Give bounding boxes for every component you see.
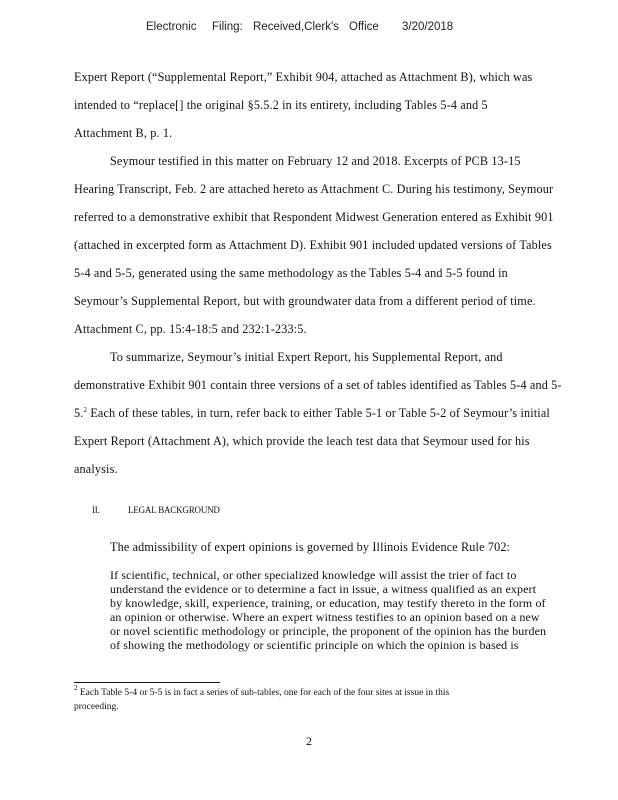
- body-line: Attachment B, p. 1.: [74, 126, 173, 140]
- body-line: demonstrative Exhibit 901 contain three versions of a set of tables identified as Tables 5-4 and 5-: [74, 378, 562, 392]
- block-quote-line: If scientific, technical, or other specialized knowledge will assist the trier of fact to: [110, 568, 517, 582]
- body-line: 5-4 and 5-5, generated using the same methodology as the Tables 5-4 and 5-5 found in: [74, 266, 508, 280]
- intro-sentence: The admissibility of expert opinions is governed by Illinois Evidence Rule 702:: [110, 540, 511, 554]
- body-line: Expert Report (“Supplemental Report,” Exhibit 904, attached as Attachment B), which was: [74, 70, 533, 84]
- block-quote-line: understand the evidence or to determine a fact in issue, a witness qualified as an expert: [110, 582, 537, 596]
- block-quote-line: or novel scientific methodology or principle, the proponent of the opinion has the burden: [110, 624, 547, 638]
- section-heading: LEGAL BACKGROUND: [128, 505, 220, 515]
- body-line: Seymour testified in this matter on February 12 and 2018. Excerpts of PCB 13-15: [110, 154, 521, 168]
- body-line: Attachment C, pp. 15:4-18:5 and 232:1-233:5.: [74, 322, 307, 336]
- body-line: Expert Report (Attachment A), which provide the leach test data that Seymour used for his: [74, 434, 530, 448]
- block-quote-line: by knowledge, skill, experience, training, or education, may testify thereto in the form of: [110, 596, 546, 610]
- block-quote-line: of showing the methodology or scientific principle on which the opinion is based is: [110, 638, 519, 652]
- footnote-marker: 2: [83, 406, 88, 414]
- body-line: Seymour’s Supplemental Report, but with groundwater data from a different period of time.: [74, 294, 536, 308]
- body-line: (attached in excerpted form as Attachment D). Exhibit 901 included updated versions of Tables: [74, 238, 552, 252]
- header-received: Received,Clerk's: [253, 21, 339, 33]
- body-line: To summarize, Seymour’s initial Expert Report, his Supplemental Report, and: [110, 350, 503, 364]
- header-electronic: Electronic: [146, 21, 197, 33]
- header-filing: Filing:: [212, 21, 243, 33]
- footnote-line: [74, 684, 450, 698]
- body-line: referred to a demonstrative exhibit that Respondent Midwest Generation entered as Exhibit 901: [74, 210, 554, 224]
- body-line: intended to “replace[] the original §5.5.2 in its entirety, including Tables 5-4 and 5: [74, 98, 488, 112]
- footnote-line: proceeding.: [74, 702, 119, 712]
- body-line: [74, 406, 550, 421]
- block-quote-line: an opinion or otherwise. Where an expert witness testifies to an opinion based on a new: [110, 610, 540, 624]
- footnote-number: 2: [74, 684, 78, 692]
- body-line: analysis.: [74, 462, 118, 476]
- footnote-text: Each Table 5-4 or 5-5 is in fact a series of sub-tables, one for each of the four sites at issue in this: [79, 688, 450, 698]
- header-office: Office: [349, 21, 379, 33]
- body-line-rest: Each of these tables, in turn, refer back to either Table 5-1 or Table 5-2 of Seymour’s initial: [90, 406, 550, 420]
- body-line-start: 5.: [74, 406, 84, 420]
- page-number: 2: [306, 734, 312, 748]
- header-date: 3/20/2018: [402, 21, 454, 33]
- section-number: II.: [92, 505, 100, 515]
- footnote-divider: [74, 682, 220, 683]
- body-line: Hearing Transcript, Feb. 2 are attached hereto as Attachment C. During his testimony, Seymour: [74, 182, 554, 196]
